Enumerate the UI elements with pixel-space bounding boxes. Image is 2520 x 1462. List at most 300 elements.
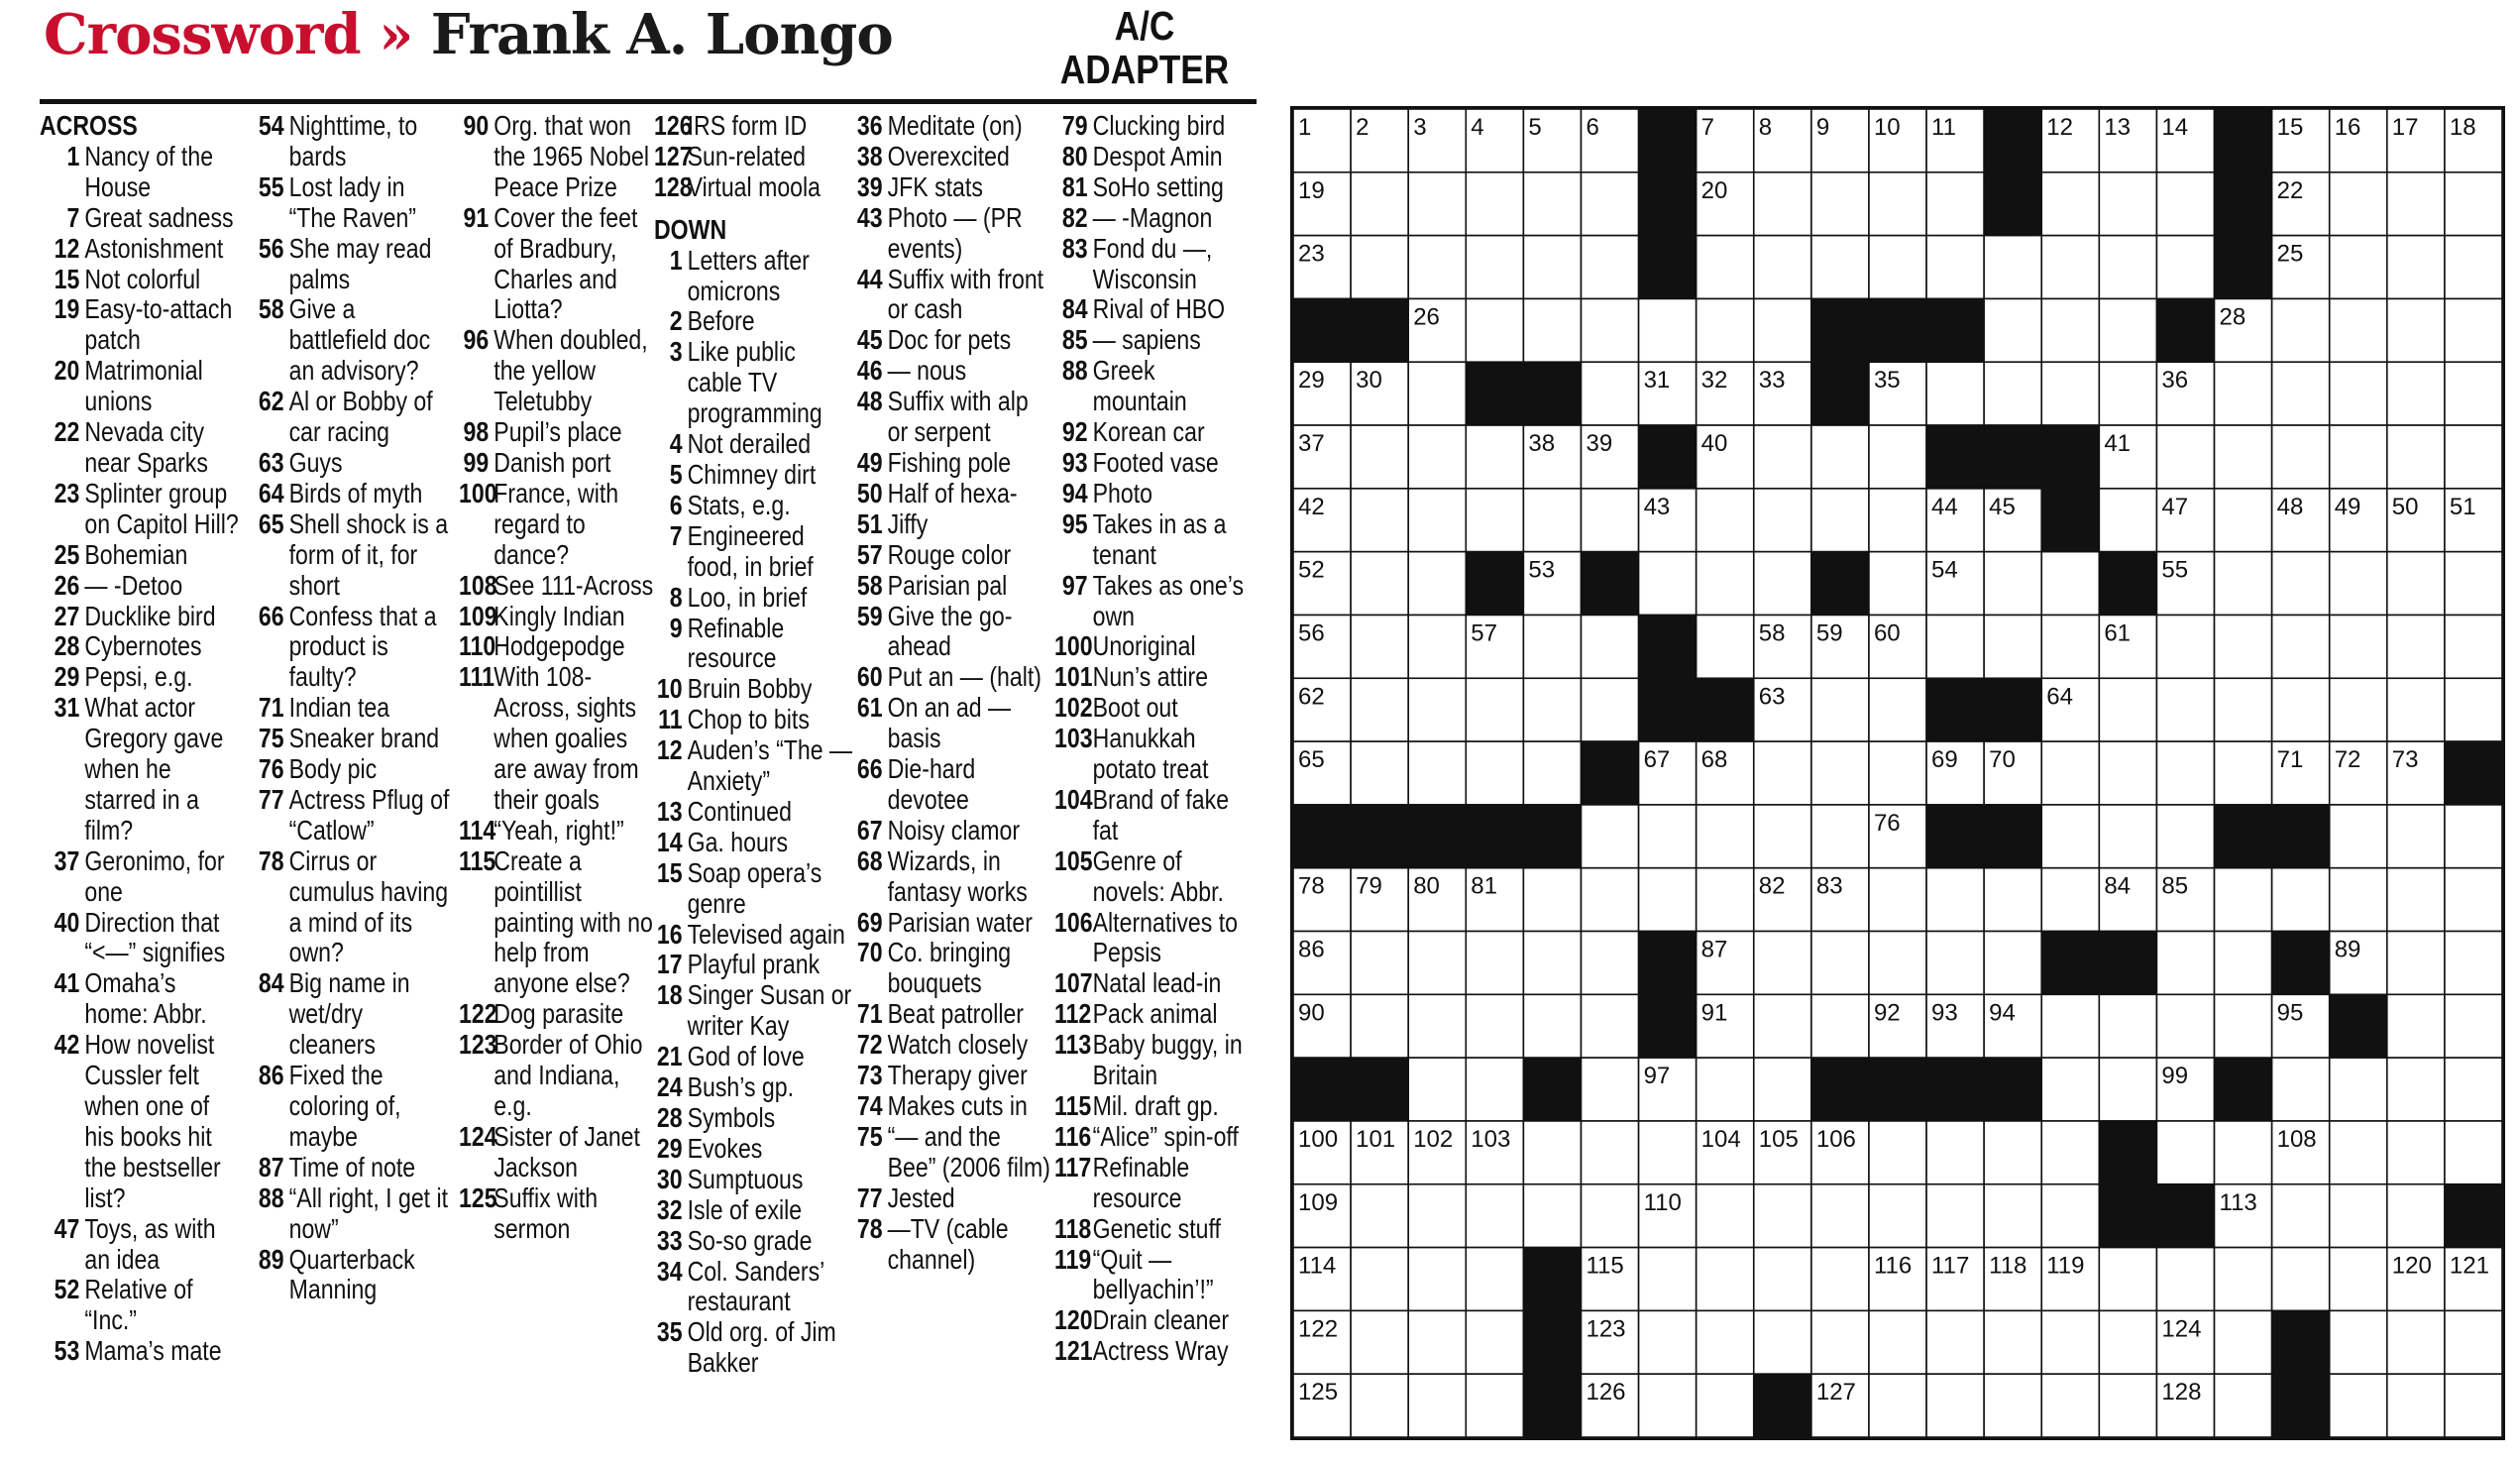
grid-cell[interactable] [2445,362,2502,425]
grid-cell[interactable] [2445,1310,2502,1374]
grid-cell[interactable] [2387,1310,2445,1374]
grid-cell[interactable] [2156,425,2214,489]
grid-cell[interactable] [2387,1121,2445,1184]
clue-number: 22 [54,416,80,448]
grid-cell[interactable] [2387,678,2445,741]
clue-text: Give a battlefield doc an advisory? [288,293,431,387]
grid-cell[interactable] [2445,615,2502,678]
clue-text: Genetic stuff [1092,1212,1221,1244]
grid-cell[interactable] [2215,1121,2272,1184]
grid-cell[interactable] [1811,678,1869,741]
grid-cell[interactable] [1697,805,1754,868]
grid-cell[interactable] [1926,362,1984,425]
grid-cell[interactable] [1811,172,1869,236]
grid-cell[interactable] [1408,425,1466,489]
grid-cell[interactable] [1581,172,1638,236]
grid-cell[interactable] [1523,741,1581,805]
grid-cell[interactable] [2330,1248,2387,1311]
grid-cell[interactable] [2041,1058,2099,1121]
clue-number: 54 [258,110,284,141]
clue-number: 124 [459,1120,497,1152]
clue-number: 75 [258,723,284,754]
grid-cell[interactable] [1351,425,1408,489]
grid-cell[interactable] [2041,236,2099,299]
grid-cell[interactable] [1869,1374,1926,1437]
grid-cell[interactable] [2215,1374,2272,1437]
grid-cell[interactable] [1408,1248,1466,1311]
grid-cell[interactable] [1811,1248,1869,1311]
grid-cell[interactable] [1811,425,1869,489]
grid-cell[interactable] [1581,1184,1638,1248]
grid-cell[interactable] [2041,1374,2099,1437]
grid-cell[interactable] [1754,1248,1811,1311]
grid-cell[interactable] [1639,868,1697,932]
grid-cell[interactable] [1926,932,1984,995]
grid-cell[interactable] [2156,678,2214,741]
grid-cell[interactable] [1408,741,1466,805]
grid-cell[interactable] [2156,932,2214,995]
grid-cell[interactable] [2215,552,2272,616]
grid-cell[interactable] [1697,298,1754,362]
grid-cell[interactable] [1581,994,1638,1058]
grid-cell[interactable] [1408,1310,1466,1374]
grid-cell[interactable] [1466,172,1523,236]
header-rule [40,99,1257,104]
grid-cell[interactable] [1351,1184,1408,1248]
grid-cell[interactable] [1754,805,1811,868]
grid-cell[interactable] [1466,678,1523,741]
grid-cell[interactable] [1754,932,1811,995]
grid-cell[interactable] [1523,615,1581,678]
grid-cell[interactable] [1697,1058,1754,1121]
grid-cell[interactable] [1523,868,1581,932]
grid-cell[interactable] [2445,1121,2502,1184]
grid-cell[interactable] [2099,1374,2156,1437]
grid-cell[interactable] [1466,1310,1523,1374]
grid-cell[interactable] [1984,1184,2041,1248]
grid-cell[interactable] [2215,932,2272,995]
grid-cell[interactable] [1811,1310,1869,1374]
grid-cell[interactable] [1408,236,1466,299]
grid-cell[interactable] [2099,994,2156,1058]
grid-cell[interactable] [1581,932,1638,995]
grid-cell[interactable] [2156,741,2214,805]
grid-cell[interactable] [2445,678,2502,741]
grid-cell[interactable] [2330,1310,2387,1374]
grid-cell[interactable] [2272,1184,2330,1248]
grid-cell[interactable] [2099,1058,2156,1121]
clue-number: 66 [856,753,883,785]
grid-cell[interactable] [1408,615,1466,678]
grid-cell[interactable] [2156,805,2214,868]
grid-cell[interactable] [1926,868,1984,932]
grid-cell[interactable] [2099,362,2156,425]
grid-cell[interactable] [1984,298,2041,362]
cell-number: 75 [1528,809,1556,837]
grid-cell[interactable] [1926,1184,1984,1248]
grid-cell[interactable] [2445,1058,2502,1121]
grid-cell[interactable] [2330,552,2387,616]
grid-cell[interactable] [1754,1310,1811,1374]
grid-cell[interactable] [2099,805,2156,868]
grid-cell[interactable] [2041,805,2099,868]
clue [40,662,240,693]
grid-cell[interactable] [1639,1248,1697,1311]
grid-cell[interactable] [2215,1310,2272,1374]
grid-cell[interactable] [1697,552,1754,616]
grid-cell[interactable] [1581,489,1638,552]
clue [654,583,854,614]
grid-cell[interactable] [2272,868,2330,932]
grid-cell[interactable] [1581,678,1638,741]
grid-cell[interactable] [1984,1374,2041,1437]
grid-cell[interactable] [1754,552,1811,616]
grid-cell[interactable] [2387,932,2445,995]
grid-cell[interactable] [2330,362,2387,425]
grid-cell[interactable] [2445,552,2502,616]
grid-cell[interactable] [2387,236,2445,299]
clue-text: Nevada city near Sparks [84,416,208,478]
grid-cell[interactable] [1869,1184,1926,1248]
grid-cell[interactable] [2099,1248,2156,1311]
clue-number: 80 [1061,140,1088,171]
grid-cell[interactable] [1523,298,1581,362]
grid-cell[interactable] [1754,741,1811,805]
clue [854,846,1054,908]
grid-cell[interactable] [1926,172,1984,236]
grid-cell[interactable] [1523,994,1581,1058]
grid-cell[interactable] [2387,425,2445,489]
grid-cell[interactable] [2330,615,2387,678]
clue [654,172,854,203]
grid-cell[interactable] [1984,552,2041,616]
clue-text: Great sadness [84,201,234,233]
grid-cell[interactable] [2330,1058,2387,1121]
grid-cell[interactable] [1811,805,1869,868]
grid-cell[interactable] [1408,1058,1466,1121]
grid-cell[interactable] [1408,489,1466,552]
grid-cell[interactable] [2272,425,2330,489]
grid-cell[interactable] [1351,489,1408,552]
grid-cell[interactable] [1697,1248,1754,1311]
grid-cell[interactable] [1351,1310,1408,1374]
grid-cell[interactable] [2215,1248,2272,1311]
grid-cell[interactable] [1869,552,1926,616]
grid-cell[interactable] [1754,1184,1811,1248]
grid-cell[interactable] [2330,1184,2387,1248]
grid-cell[interactable] [2215,425,2272,489]
clue [654,337,854,429]
grid-cell[interactable] [1984,868,2041,932]
grid-cell[interactable] [1697,1310,1754,1374]
grid-cell[interactable] [1984,615,2041,678]
grid-cell[interactable] [2215,678,2272,741]
grid-cell[interactable] [1697,868,1754,932]
grid-cell[interactable] [1581,236,1638,299]
grid-cell[interactable] [2156,1121,2214,1184]
grid-cell[interactable] [1811,741,1869,805]
grid-cell[interactable] [1984,236,2041,299]
grid-cell[interactable] [1466,932,1523,995]
grid-cell[interactable] [2330,868,2387,932]
clue-text: Pack animal [1092,998,1218,1030]
grid-cell[interactable] [2330,236,2387,299]
grid-cell[interactable] [1869,1310,1926,1374]
cell-number: 119 [2046,1252,2085,1280]
grid-cell[interactable] [2272,298,2330,362]
grid-cell[interactable] [2445,236,2502,299]
grid-cell[interactable] [1351,1374,1408,1437]
grid-cell[interactable] [1639,1374,1697,1437]
grid-cell[interactable] [2156,615,2214,678]
grid-cell[interactable] [1466,1058,1523,1121]
grid-cell[interactable] [1523,1121,1581,1184]
clue-number: 2 [669,305,683,337]
grid-cell[interactable] [1811,932,1869,995]
grid-cell[interactable] [2272,678,2330,741]
grid-cell[interactable] [1754,994,1811,1058]
clue-text: With 108-Across, sights when goalies are away from their goals [493,661,639,815]
grid-cell[interactable] [1754,425,1811,489]
grid-cell[interactable] [1926,1310,1984,1374]
grid-cell[interactable] [2387,298,2445,362]
grid-cell[interactable] [1926,236,1984,299]
grid-cell[interactable] [1523,1184,1581,1248]
clue-number: 69 [856,906,883,938]
clue-text: Splinter group on Capitol Hill? [84,477,239,539]
grid-cell[interactable] [1581,615,1638,678]
grid-cell[interactable] [1466,236,1523,299]
grid-cell[interactable] [1984,1310,2041,1374]
grid-cell[interactable] [1754,236,1811,299]
grid-cell[interactable] [2156,1248,2214,1311]
grid-cell[interactable] [1869,932,1926,995]
grid-cell[interactable] [2272,615,2330,678]
grid-cell[interactable] [1926,1374,1984,1437]
grid-cell[interactable] [1523,489,1581,552]
grid-cell[interactable] [1351,1248,1408,1311]
clue-number: 15 [54,263,80,294]
grid-cell[interactable] [2387,1374,2445,1437]
grid-cell[interactable] [1466,1184,1523,1248]
grid-cell[interactable] [1811,1184,1869,1248]
grid-cell[interactable] [1811,236,1869,299]
grid-cell[interactable] [1869,1121,1926,1184]
grid-cell[interactable] [2445,425,2502,489]
grid-cell[interactable] [2041,994,2099,1058]
grid-cell[interactable] [2272,1058,2330,1121]
grid-cell[interactable] [2041,741,2099,805]
grid-cell[interactable] [1697,236,1754,299]
grid-cell[interactable] [1697,615,1754,678]
grid-cell[interactable] [1869,425,1926,489]
grid-cell[interactable] [1581,1058,1638,1121]
grid-cell[interactable] [1408,172,1466,236]
grid-cell[interactable] [1984,1121,2041,1184]
clue [654,491,854,521]
grid-cell[interactable] [2099,741,2156,805]
grid-cell[interactable] [2041,552,2099,616]
grid-cell[interactable] [2387,362,2445,425]
clue-text: “— and the Bee” (2006 film) [887,1120,1050,1182]
grid-cell[interactable] [2041,172,2099,236]
grid-cell[interactable] [1754,172,1811,236]
clue-text: What actor Gregory gave when he starred in a film? [84,692,224,845]
grid-cell[interactable] [2387,868,2445,932]
grid-cell[interactable] [1351,994,1408,1058]
grid-cell[interactable] [1869,489,1926,552]
clue-number: 42 [54,1029,80,1061]
clue-text: Die-hard devotee [887,753,976,815]
grid-cell[interactable] [2330,298,2387,362]
grid-cell[interactable] [1639,552,1697,616]
grid-cell[interactable] [2041,1310,2099,1374]
grid-cell[interactable] [2099,172,2156,236]
grid-cell[interactable] [2387,615,2445,678]
grid-cell[interactable] [2330,1374,2387,1437]
grid-cell[interactable] [1523,172,1581,236]
grid-cell[interactable] [2041,1121,2099,1184]
grid-cell[interactable] [1408,552,1466,616]
grid-cell[interactable] [1466,489,1523,552]
grid-cell[interactable] [2099,298,2156,362]
grid-cell[interactable] [1926,1121,1984,1184]
grid-cell[interactable] [1466,425,1523,489]
grid-cell[interactable] [1351,615,1408,678]
grid-cell[interactable] [1754,489,1811,552]
grid-cell[interactable] [1639,298,1697,362]
grid-cell[interactable] [1466,994,1523,1058]
grid-cell[interactable] [2156,236,2214,299]
crossword-grid[interactable] [1290,106,2505,1440]
clue-number: 117 [1054,1151,1092,1182]
grid-cell[interactable] [2215,489,2272,552]
grid-cell[interactable] [2445,868,2502,932]
grid-cell[interactable] [1869,236,1926,299]
grid-cell[interactable] [2330,172,2387,236]
grid-cell[interactable] [1581,805,1638,868]
grid-cell[interactable] [1869,678,1926,741]
grid-cell[interactable] [2041,298,2099,362]
grid-cell[interactable] [1697,1184,1754,1248]
grid-cell[interactable] [2445,805,2502,868]
grid-cell[interactable] [1351,172,1408,236]
grid-cell[interactable] [1466,741,1523,805]
grid-cell[interactable] [2041,1184,2099,1248]
grid-cell[interactable] [2387,1058,2445,1121]
grid-cell[interactable] [1984,362,2041,425]
grid-cell[interactable] [2215,994,2272,1058]
grid-cell[interactable] [1351,236,1408,299]
grid-cell[interactable] [2099,489,2156,552]
grid-cell[interactable] [1869,172,1926,236]
grid-cell[interactable] [2387,805,2445,868]
grid-cell[interactable] [1697,489,1754,552]
grid-cell[interactable] [2272,552,2330,616]
clue [654,1072,854,1103]
grid-cell[interactable] [2099,236,2156,299]
grid-cell[interactable] [1523,932,1581,995]
grid-cell[interactable] [2041,868,2099,932]
black-square [1639,425,1697,489]
grid-cell[interactable] [1351,741,1408,805]
grid-cell[interactable] [1408,362,1466,425]
grid-cell[interactable] [1869,868,1926,932]
grid-cell[interactable] [2445,932,2502,995]
black-square [2272,805,2330,868]
grid-cell[interactable] [1581,1121,1638,1184]
grid-cell[interactable] [1351,678,1408,741]
grid-cell[interactable] [2156,994,2214,1058]
grid-cell[interactable] [2330,805,2387,868]
grid-cell[interactable] [1408,1374,1466,1437]
grid-cell[interactable] [1754,298,1811,362]
grid-cell[interactable] [2445,298,2502,362]
clue-number: 56 [258,232,284,264]
grid-cell[interactable] [2041,615,2099,678]
grid-cell[interactable] [1408,1184,1466,1248]
grid-cell[interactable] [1581,868,1638,932]
grid-cell[interactable] [1408,994,1466,1058]
grid-cell[interactable] [1869,741,1926,805]
grid-cell[interactable] [2445,1374,2502,1437]
grid-cell[interactable] [2330,678,2387,741]
grid-cell[interactable] [2387,172,2445,236]
grid-cell[interactable] [2445,172,2502,236]
grid-cell[interactable] [1466,1248,1523,1311]
grid-cell[interactable] [1466,1374,1523,1437]
grid-cell[interactable] [2215,868,2272,932]
grid-cell[interactable] [1754,1058,1811,1121]
grid-cell[interactable] [1408,932,1466,995]
grid-cell[interactable] [2330,425,2387,489]
grid-cell[interactable] [1581,362,1638,425]
grid-cell[interactable] [1639,805,1697,868]
grid-cell[interactable] [2330,1121,2387,1184]
grid-cell[interactable] [2387,552,2445,616]
grid-cell[interactable] [2272,1248,2330,1311]
grid-cell[interactable] [1351,932,1408,995]
grid-cell[interactable] [1639,1310,1697,1374]
grid-cell[interactable] [2272,362,2330,425]
grid-cell[interactable] [2215,362,2272,425]
grid-cell[interactable] [1523,236,1581,299]
grid-cell[interactable] [1984,932,2041,995]
grid-cell[interactable] [2099,1310,2156,1374]
grid-cell[interactable] [2215,615,2272,678]
grid-cell[interactable] [2041,362,2099,425]
grid-cell[interactable] [2099,678,2156,741]
grid-cell[interactable] [1351,552,1408,616]
clue-number: 10 [656,673,683,705]
black-square [2215,236,2272,299]
grid-cell[interactable] [1581,298,1638,362]
grid-cell[interactable] [1523,678,1581,741]
grid-cell[interactable] [2445,994,2502,1058]
grid-cell[interactable] [1811,489,1869,552]
grid-cell[interactable] [1639,1121,1697,1184]
grid-cell[interactable] [1811,994,1869,1058]
grid-cell[interactable] [2387,994,2445,1058]
clue-text: Give the go-ahead [887,600,1013,662]
grid-cell[interactable] [2156,172,2214,236]
grid-cell[interactable] [1697,1374,1754,1437]
grid-cell[interactable] [2215,741,2272,805]
grid-cell[interactable] [1466,298,1523,362]
grid-cell[interactable] [1408,678,1466,741]
grid-cell[interactable] [1926,615,1984,678]
grid-cell[interactable] [2387,1184,2445,1248]
